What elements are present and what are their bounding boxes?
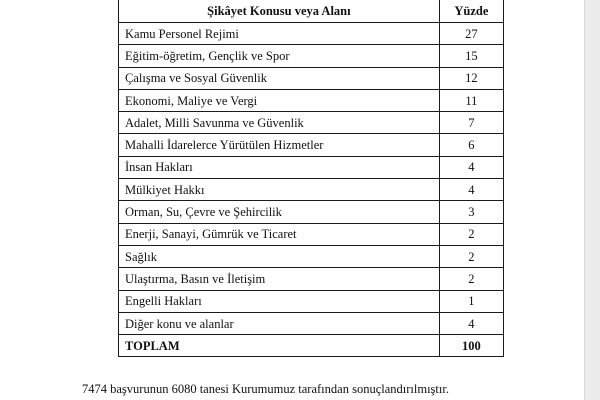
table-row: [119, 23, 504, 45]
table-total-row: [119, 335, 504, 357]
row-topic: Çalışma ve Sosyal Güvenlik: [119, 67, 440, 89]
row-topic: Ulaştırma, Basın ve İletişim: [119, 268, 440, 290]
row-percent: 1: [439, 290, 503, 312]
table-row: [119, 112, 504, 134]
table-row: [119, 89, 504, 111]
complaint-topics-table: [118, 0, 504, 357]
table-row: [119, 245, 504, 267]
viewer-gutter: [584, 0, 600, 400]
total-percent: 100: [439, 335, 503, 357]
table-row: [119, 179, 504, 201]
row-percent: 15: [439, 45, 503, 67]
table-row: [119, 45, 504, 67]
footnote-text: 7474 başvurunun 6080 tanesi Kurumumuz tarafından sonuçlandırılmıştır.: [82, 382, 449, 396]
row-percent: 3: [439, 201, 503, 223]
row-topic: Ekonomi, Maliye ve Vergi: [119, 89, 440, 111]
row-percent: 2: [439, 268, 503, 290]
table-row: [119, 268, 504, 290]
row-percent: 2: [439, 245, 503, 267]
row-topic: Enerji, Sanayi, Gümrük ve Ticaret: [119, 223, 440, 245]
row-topic: Mahalli İdarelerce Yürütülen Hizmetler: [119, 134, 440, 156]
table-row: [119, 67, 504, 89]
row-topic: Orman, Su, Çevre ve Şehircilik: [119, 201, 440, 223]
table-row: [119, 134, 504, 156]
table-row: [119, 201, 504, 223]
row-topic: Engelli Hakları: [119, 290, 440, 312]
row-percent: 11: [439, 89, 503, 111]
table-row: [119, 290, 504, 312]
row-percent: 12: [439, 67, 503, 89]
row-topic: Diğer konu ve alanlar: [119, 312, 440, 334]
row-percent: 4: [439, 156, 503, 178]
row-percent: 7: [439, 112, 503, 134]
table-header-row: [119, 0, 504, 23]
row-percent: 6: [439, 134, 503, 156]
header-percent: Yüzde: [439, 0, 503, 23]
row-topic: Kamu Personel Rejimi: [119, 23, 440, 45]
row-topic: Mülkiyet Hakkı: [119, 179, 440, 201]
row-topic: İnsan Hakları: [119, 156, 440, 178]
row-percent: 27: [439, 23, 503, 45]
row-percent: 4: [439, 179, 503, 201]
row-topic: Sağlık: [119, 245, 440, 267]
row-topic: Adalet, Milli Savunma ve Güvenlik: [119, 112, 440, 134]
row-topic: Eğitim-öğretim, Gençlik ve Spor: [119, 45, 440, 67]
row-percent: 4: [439, 312, 503, 334]
table-row: [119, 312, 504, 334]
table-row: [119, 223, 504, 245]
header-topic: Şikâyet Konusu veya Alanı: [119, 0, 440, 23]
total-label: TOPLAM: [119, 335, 440, 357]
table-row: [119, 156, 504, 178]
row-percent: 2: [439, 223, 503, 245]
